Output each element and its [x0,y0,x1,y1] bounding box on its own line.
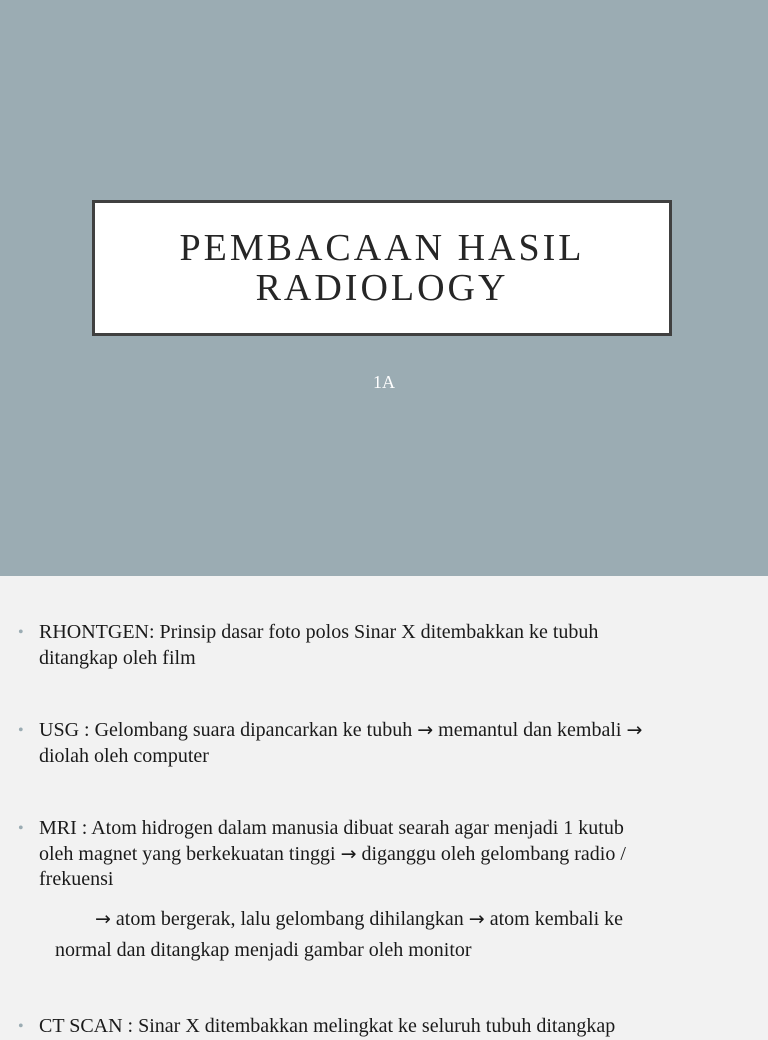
bullet-usg [18,718,698,769]
bullet-text-line: diolah oleh computer [39,744,209,767]
mri-sub-paragraph [55,904,695,966]
text-segment: atom bergerak, lalu gelombang dihilangkan [110,908,469,930]
bullet-dot: • [18,1018,24,1035]
slide-title-line-2: RADIOLOGY [255,267,509,309]
bullet-dot: • [18,624,24,641]
arrow-right-icon: → [340,842,357,865]
bullet-dot: • [18,722,24,739]
bullet-text-line: CT SCAN : Sinar X ditembakkan melingkat ke seluruh tubuh ditangkap [39,1015,616,1037]
slide-title-line-1: PEMBACAAN HASIL [179,227,585,269]
sub-text-line [55,904,695,935]
text-segment: oleh magnet yang berkekuatan tinggi [39,842,341,865]
text-segment: atom kembali ke [484,908,624,930]
bullet-rhontgen [18,620,698,671]
sub-text-line: normal dan ditangkap menjadi gambar oleh monitor [55,939,472,961]
arrow-right-icon: → [468,908,485,930]
bullet-text-line [18,718,698,744]
bullet-text-line: frekuensi [39,868,114,890]
title-box [92,200,672,336]
text-segment: diganggu oleh gelombang radio / [356,842,626,865]
bullet-text-line [18,842,698,868]
bullet-text-line: ditangkap oleh film [39,646,196,669]
bullet-text-line: MRI : Atom hidrogen dalam manusia dibuat searah agar menjadi 1 kutub [39,817,624,839]
bullet-ct-scan [18,1014,698,1040]
bullet-text-line: RHONTGEN: Prinsip dasar foto polos Sinar X ditembakkan ke tubuh [39,621,599,643]
arrow-right-icon: → [95,908,111,930]
slide-subtitle: 1A [373,372,395,392]
content-slide [0,576,768,1037]
bullet-dot: • [18,820,24,837]
text-segment: memantul dan kembali [433,719,627,741]
text-segment: USG : Gelombang suara dipancarkan ke tubuh [39,719,418,741]
bullet-mri [18,816,698,893]
arrow-right-icon: → [626,719,643,741]
arrow-right-icon: → [417,719,434,741]
